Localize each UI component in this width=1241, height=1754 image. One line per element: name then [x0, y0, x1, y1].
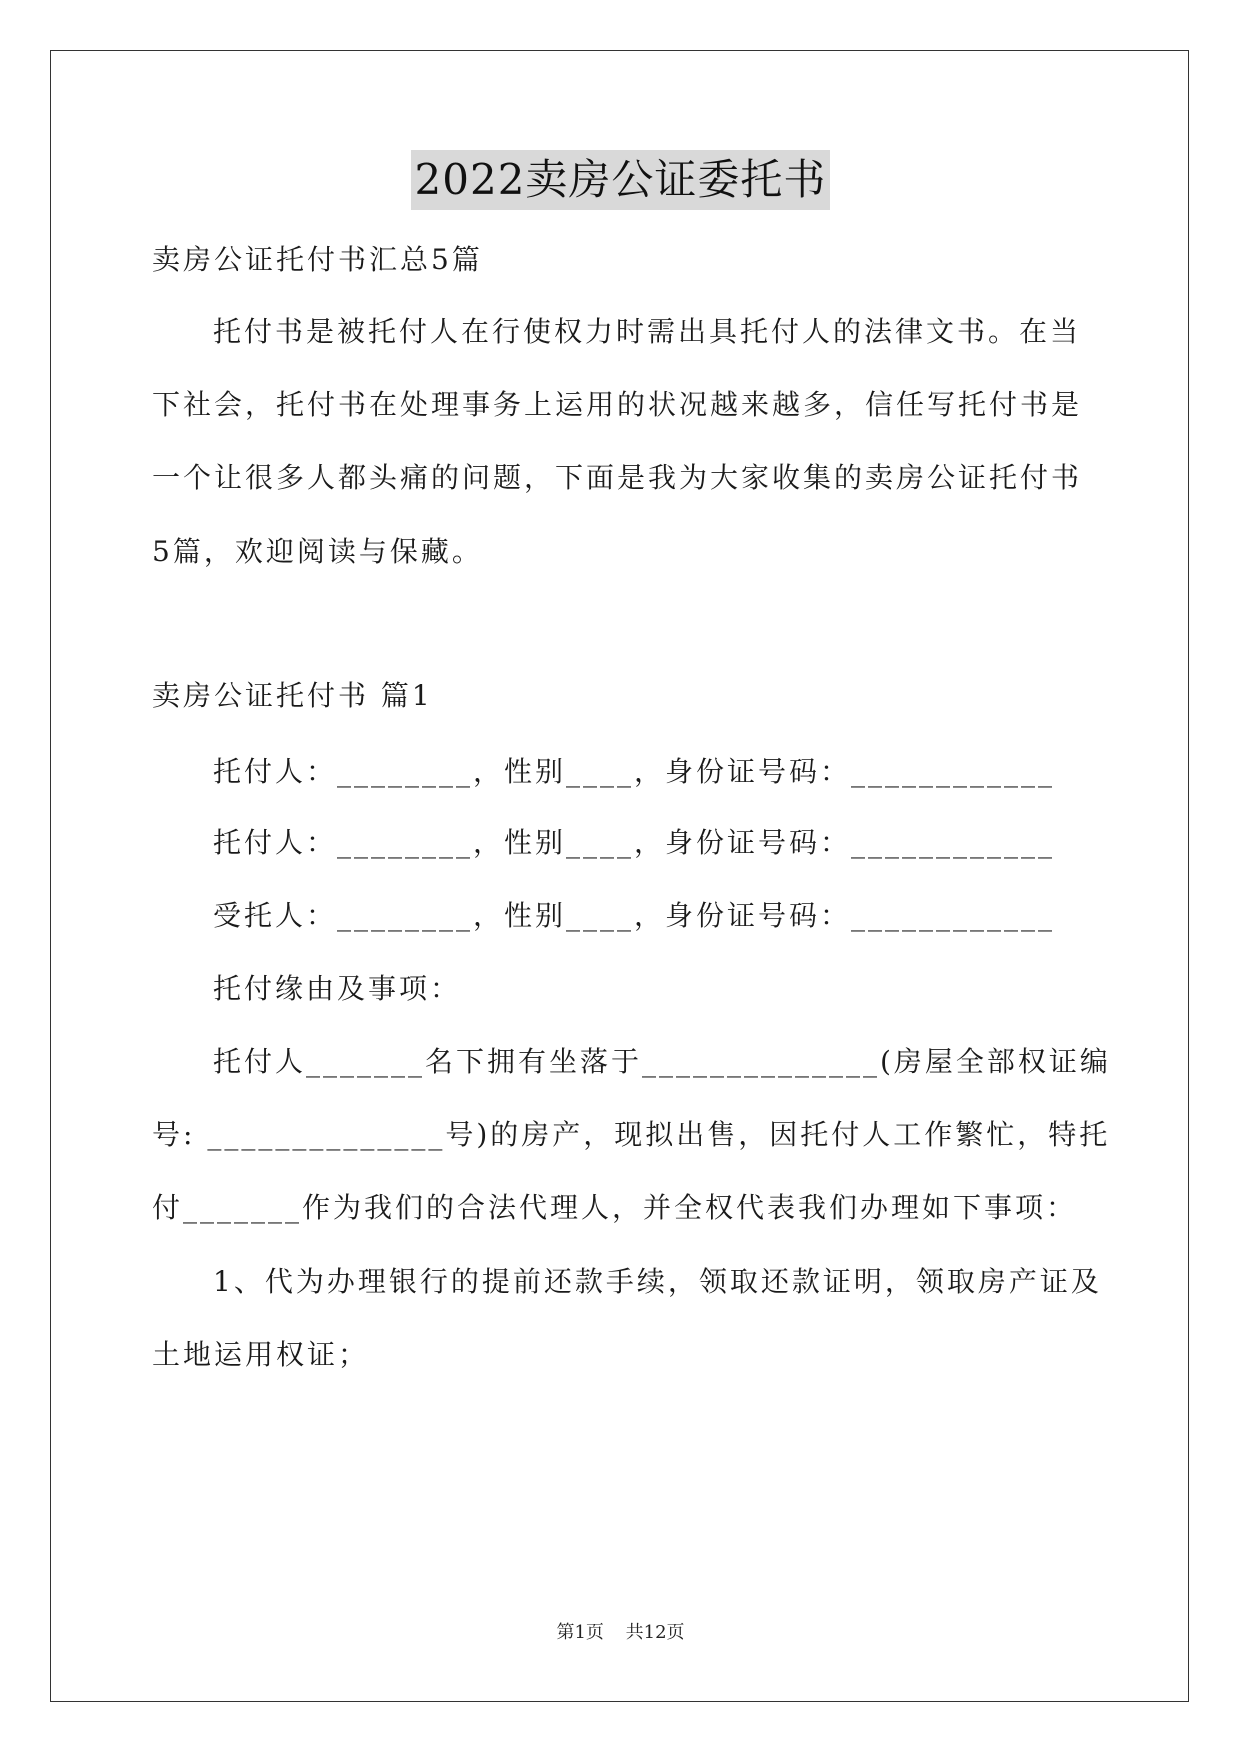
paragraph-line: 一个让很多人都头痛的问题，下面是我为大家收集的卖房公证托付书 [152, 461, 1083, 494]
paragraph-line: 托付书是被托付人在行使权力时需出具托付人的法律文书。在当 [213, 315, 1082, 348]
subtitle-line: 卖房公证托付书汇总5篇 [152, 243, 483, 276]
form-line: 托付人：________，性别____，身份证号码：____________ [213, 755, 1056, 788]
form-line: 受托人：________，性别____，身份证号码：____________ [213, 899, 1056, 932]
paragraph-line: 下社会，托付书在处理事务上运用的状况越来越多，信任写托付书是 [152, 388, 1083, 421]
section-heading: 卖房公证托付书 篇1 [152, 679, 433, 712]
page-number-current: 第1页 [556, 1622, 604, 1643]
document-title: 2022卖房公证委托书 [411, 150, 831, 210]
paragraph-line: 土地运用权证； [152, 1338, 370, 1371]
paragraph-line: 5篇，欢迎阅读与保藏。 [152, 535, 483, 568]
page-border [50, 50, 1189, 1702]
title-container [0, 150, 1241, 210]
paragraph-line: 号: ______________号)的房产，现拟出售，因托付人工作繁忙，特托 [152, 1118, 1111, 1151]
form-line: 托付缘由及事项： [213, 972, 462, 1005]
form-line: 托付人：________，性别____，身份证号码：____________ [213, 826, 1056, 859]
paragraph-line: 付_______作为我们的合法代理人，并全权代表我们办理如下事项： [152, 1191, 1078, 1224]
paragraph-line: 托付人_______名下拥有坐落于______________(房屋全部权证编 [213, 1045, 1111, 1078]
page-footer [0, 1618, 1241, 1644]
page-number-total: 共12页 [625, 1622, 685, 1643]
paragraph-line: 1、代为办理银行的提前还款手续，领取还款证明，领取房产证及 [213, 1265, 1102, 1298]
